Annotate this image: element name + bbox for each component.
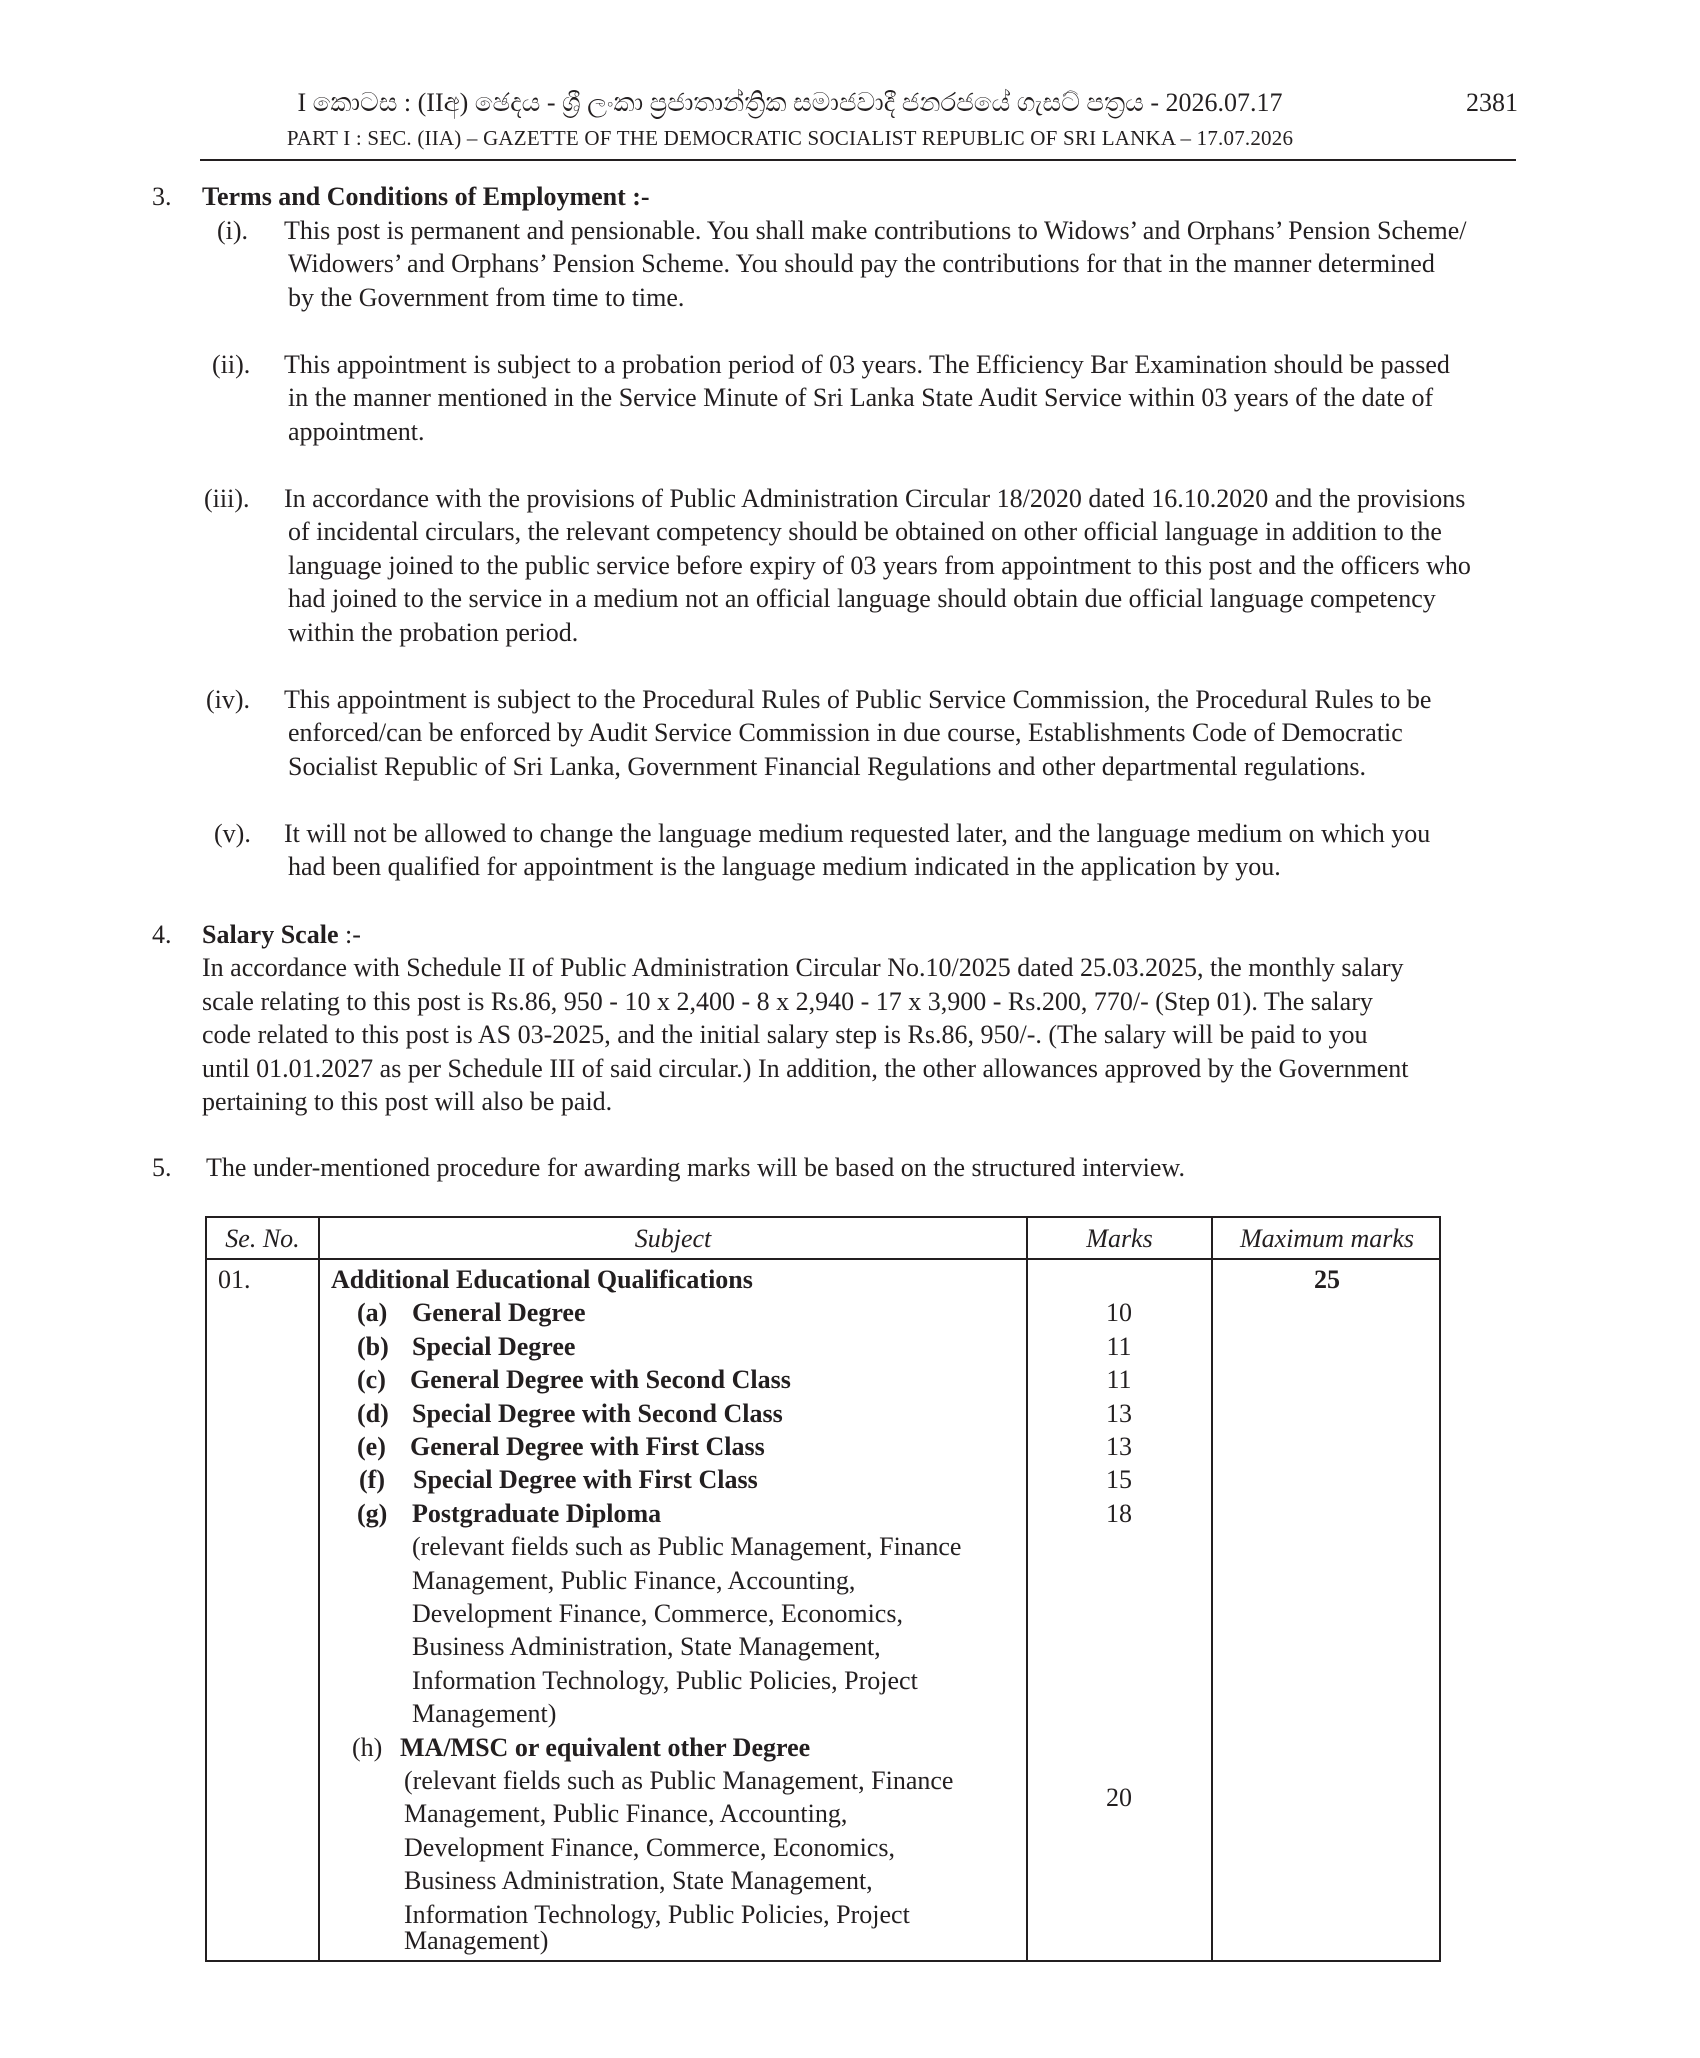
section-5-number: 5. [152,1153,172,1182]
degree-item-marks: 11 [1106,1365,1132,1395]
table-header-subject: Subject [634,1224,712,1253]
item-i-line: Widowers’ and Orphans’ Pension Scheme. You should pay the contributions for that in the manner determined [288,249,1435,279]
diploma-fields-line: Business Administration, State Management, [412,1632,881,1662]
diploma-fields-line: (relevant fields such as Public Management, Finance [412,1532,962,1562]
masters-fields-line: Development Finance, Commerce, Economics, [404,1832,895,1862]
degree-item-text: Postgraduate Diploma [412,1498,662,1528]
degree-item-label: (f) [359,1465,385,1495]
table-column-divider [318,1218,320,1960]
degree-item-marks: 10 [1106,1298,1132,1328]
masters-fields-line: Management, Public Finance, Accounting, [404,1799,848,1829]
degree-item-marks: 13 [1106,1432,1132,1461]
degree-item-label: (d) [357,1398,389,1428]
item-iv-line: Socialist Republic of Sri Lanka, Government Financial Regulations and other departmental regulations. [288,751,1367,781]
salary-line: until 01.01.2027 as per Schedule III of said circular.) In addition, the other allowances approved by the Government [202,1053,1409,1083]
diploma-fields-line: Management) [412,1699,557,1729]
degree-item-label: (h) [352,1732,383,1762]
item-ii-number: (ii). [212,350,251,379]
item-i-line: This post is permanent and pensionable. You shall make contributions to Widows’ and Orphans’ Pension Scheme/ [284,216,1467,245]
item-ii-line: appointment. [288,416,425,446]
diploma-fields-line: Information Technology, Public Policies, Project [412,1665,918,1695]
degree-item-label: (b) [357,1331,389,1361]
degree-item-text: General Degree with First Class [410,1432,765,1461]
diploma-fields-line: Management, Public Finance, Accounting, [412,1565,856,1595]
salary-line: pertaining to this post will also be paid. [202,1087,613,1116]
table-header-maximum-marks: Maximum marks [1239,1224,1415,1253]
table-column-divider [1026,1218,1028,1960]
masters-fields-line: Management) [404,1926,549,1955]
degree-item-marks: 13 [1106,1398,1132,1428]
degree-item-marks: 15 [1106,1465,1132,1495]
item-iii-line: In accordance with the provisions of Public Administration Circular 18/2020 dated 16.10.2020 and the provisions [284,484,1466,513]
section-4-title: Salary Scale [202,920,339,949]
item-v-line: It will not be allowed to change the language medium requested later, and the language medium on which you [284,819,1431,848]
masters-fields-line: Business Administration, State Management, [404,1866,873,1896]
salary-line: scale relating to this post is Rs.86, 950 - 10 x 2,400 - 8 x 2,940 - 17 x 3,900 - Rs.200, 770/- (Step 01). The salary [202,986,1373,1016]
section-4-heading [202,918,361,951]
item-i-number: (i). [217,216,249,245]
item-iii-line: of incidental circulars, the relevant competency should be obtained on other official language in addition to the [288,517,1442,547]
salary-line: code related to this post is AS 03-2025, and the initial salary step is Rs.86, 950/-. (The salary will be paid to you [202,1020,1368,1050]
degree-item-label: (c) [357,1365,386,1395]
section-4-number: 4. [152,920,172,949]
item-iv-number: (iv). [206,685,251,714]
item-iii-line: within the probation period. [288,617,579,647]
degree-item-label: (e) [357,1432,386,1461]
masters-fields-line: (relevant fields such as Public Management, Finance [404,1766,954,1795]
item-ii-line: in the manner mentioned in the Service Minute of Sri Lanka State Audit Service within 03 years of the date of [288,383,1434,413]
header-rule [200,159,1516,161]
masters-fields-line: Information Technology, Public Policies, Project [404,1899,910,1929]
item-iii-line: had joined to the service in a medium not an official language should obtain due official language competency [288,584,1436,614]
item-v-number: (v). [214,819,251,848]
item-iii-line: language joined to the public service before expiry of 03 years from appointment to this post and the officers who [288,550,1471,580]
item-v-line: had been qualified for appointment is the language medium indicated in the application by you. [288,852,1281,882]
degree-item-text: General Degree [412,1298,586,1328]
degree-item-marks: 18 [1106,1498,1132,1528]
item-i-line: by the Government from time to time. [288,282,685,312]
page-number: 2381 [1466,88,1518,117]
section-5-text: The under-mentioned procedure for awarding marks will be based on the structured interview. [206,1153,1185,1182]
item-iv-line: This appointment is subject to the Procedural Rules of Public Service Commission, the Procedural Rules to be [284,685,1432,714]
degree-item-marks: 20 [1106,1783,1132,1812]
degree-item-text: General Degree with Second Class [410,1365,791,1395]
item-ii-line: This appointment is subject to a probation period of 03 years. The Efficiency Bar Examination should be passed [284,350,1450,379]
section-3-title: Terms and Conditions of Employment :- [202,182,650,211]
degree-item-marks: 11 [1106,1331,1132,1361]
table-column-divider [1211,1218,1213,1960]
table-cell-max-marks: 25 [1314,1265,1340,1294]
degree-item-label: (g) [357,1498,388,1528]
table-cell-se-no: 01. [218,1265,251,1294]
degree-item-text: MA/MSC or equivalent other Degree [400,1732,811,1762]
table-header-se-no: Se. No. [225,1224,300,1253]
item-iii-number: (iii). [204,484,250,513]
diploma-fields-line: Development Finance, Commerce, Economics, [412,1599,903,1628]
marks-table [205,1216,1441,1962]
header-english-line: PART I : SEC. (IIA) – GAZETTE OF THE DEMOCRATIC SOCIALIST REPUBLIC OF SRI LANKA – 17.07.2026 [286,126,1294,150]
header-sinhala-line: I කොටස : (IIඅ) ඡෙදය - ශ්‍රී ලංකා ප්‍රජාතාන්ත්‍රික සමාජවාදී ජනරජයේ ගැසට් පත්‍රය - 2026.07.17 [297,88,1283,117]
table-header-divider [207,1258,1439,1260]
degree-item-text: Special Degree with Second Class [412,1398,783,1428]
salary-line: In accordance with Schedule II of Public Administration Circular No.10/2025 dated 25.03.2025, the monthly salary [202,953,1404,983]
section-3-number: 3. [152,182,172,211]
section-4-title-suffix: :- [338,920,361,949]
degree-item-text: Special Degree with First Class [413,1465,758,1495]
item-iv-line: enforced/can be enforced by Audit Service Commission in due course, Establishments Code of Democratic [288,718,1403,748]
table-header-marks: Marks [1086,1224,1153,1253]
degree-item-text: Special Degree [412,1331,576,1361]
table-cell-subject-title: Additional Educational Qualifications [331,1265,753,1294]
degree-item-label: (a) [357,1298,388,1328]
